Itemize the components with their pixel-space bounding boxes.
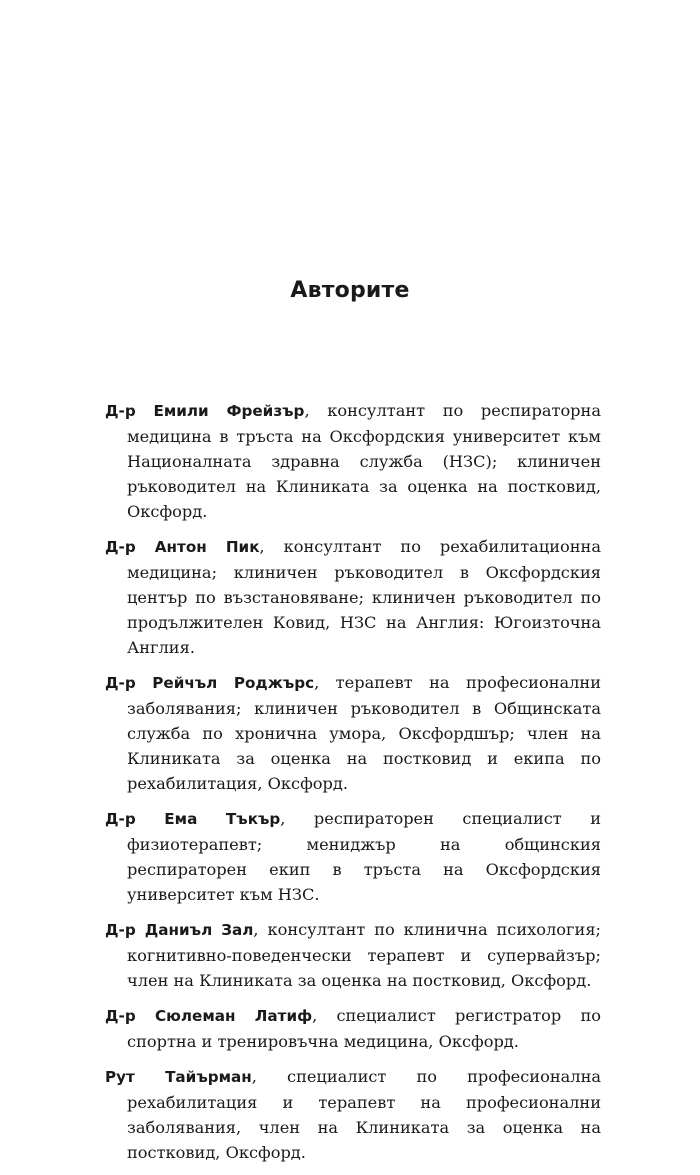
author-name: Рут Тайърман xyxy=(105,1068,252,1086)
author-name: Д-р Даниъл Зал xyxy=(105,921,254,939)
author-entry xyxy=(105,670,601,796)
author-name: Д-р Ема Тъкър xyxy=(105,810,281,828)
author-entry xyxy=(105,1003,601,1054)
author-name: Д-р Антон Пик xyxy=(105,538,260,556)
author-entry xyxy=(105,398,601,524)
page-heading: Авторите xyxy=(290,278,410,303)
author-description: , респираторен специалист и физиотерапевт; мениджър на общинския респираторен екип в тръста на Оксфордския университет към НЗС. xyxy=(127,809,601,904)
author-description: , консултант по респираторна медицина в тръста на Оксфордския университет към Националната здравна служба (НЗС); клиничен ръководител на Клиниката за оценка на постковид, Оксфорд. xyxy=(127,401,601,521)
author-description: , специалист регистратор по спортна и тренировъчна медицина, Оксфорд. xyxy=(127,1006,601,1051)
author-entry xyxy=(105,806,601,907)
author-description: , специалист по професионална рехабилитация и терапевт на професионални заболявания, член на Клиниката за оценка на постковид, Оксфорд. xyxy=(127,1067,602,1162)
author-name: Д-р Емили Фрейзър xyxy=(105,402,305,420)
author-entry xyxy=(105,534,601,660)
author-description: , терапевт на професионални заболявания; клиничен ръководител в Общинската служба по хронична умора, Оксфордшър; член на Клиниката за оценка на постковид и екипа по рехабилитация, Оксфорд. xyxy=(127,673,601,793)
author-entry xyxy=(105,1064,601,1165)
author-name: Д-р Сюлеман Латиф xyxy=(105,1007,313,1025)
author-name: Д-р Рейчъл Роджърс xyxy=(105,674,315,692)
author-description: , консултант по клинична психология; когнитивно-поведенчески терапевт и супервайзър; член на Клиниката за оценка на постковид, Оксфорд. xyxy=(127,920,601,990)
authors-list xyxy=(105,398,601,1175)
author-entry xyxy=(105,917,601,993)
author-description: , консултант по рехабилитационна медицина; клиничен ръководител в Оксфордския център по възстановяване; клиничен ръководител по продължителен Ковид, НЗС на Англия: Югоизточна Англия. xyxy=(127,537,601,657)
